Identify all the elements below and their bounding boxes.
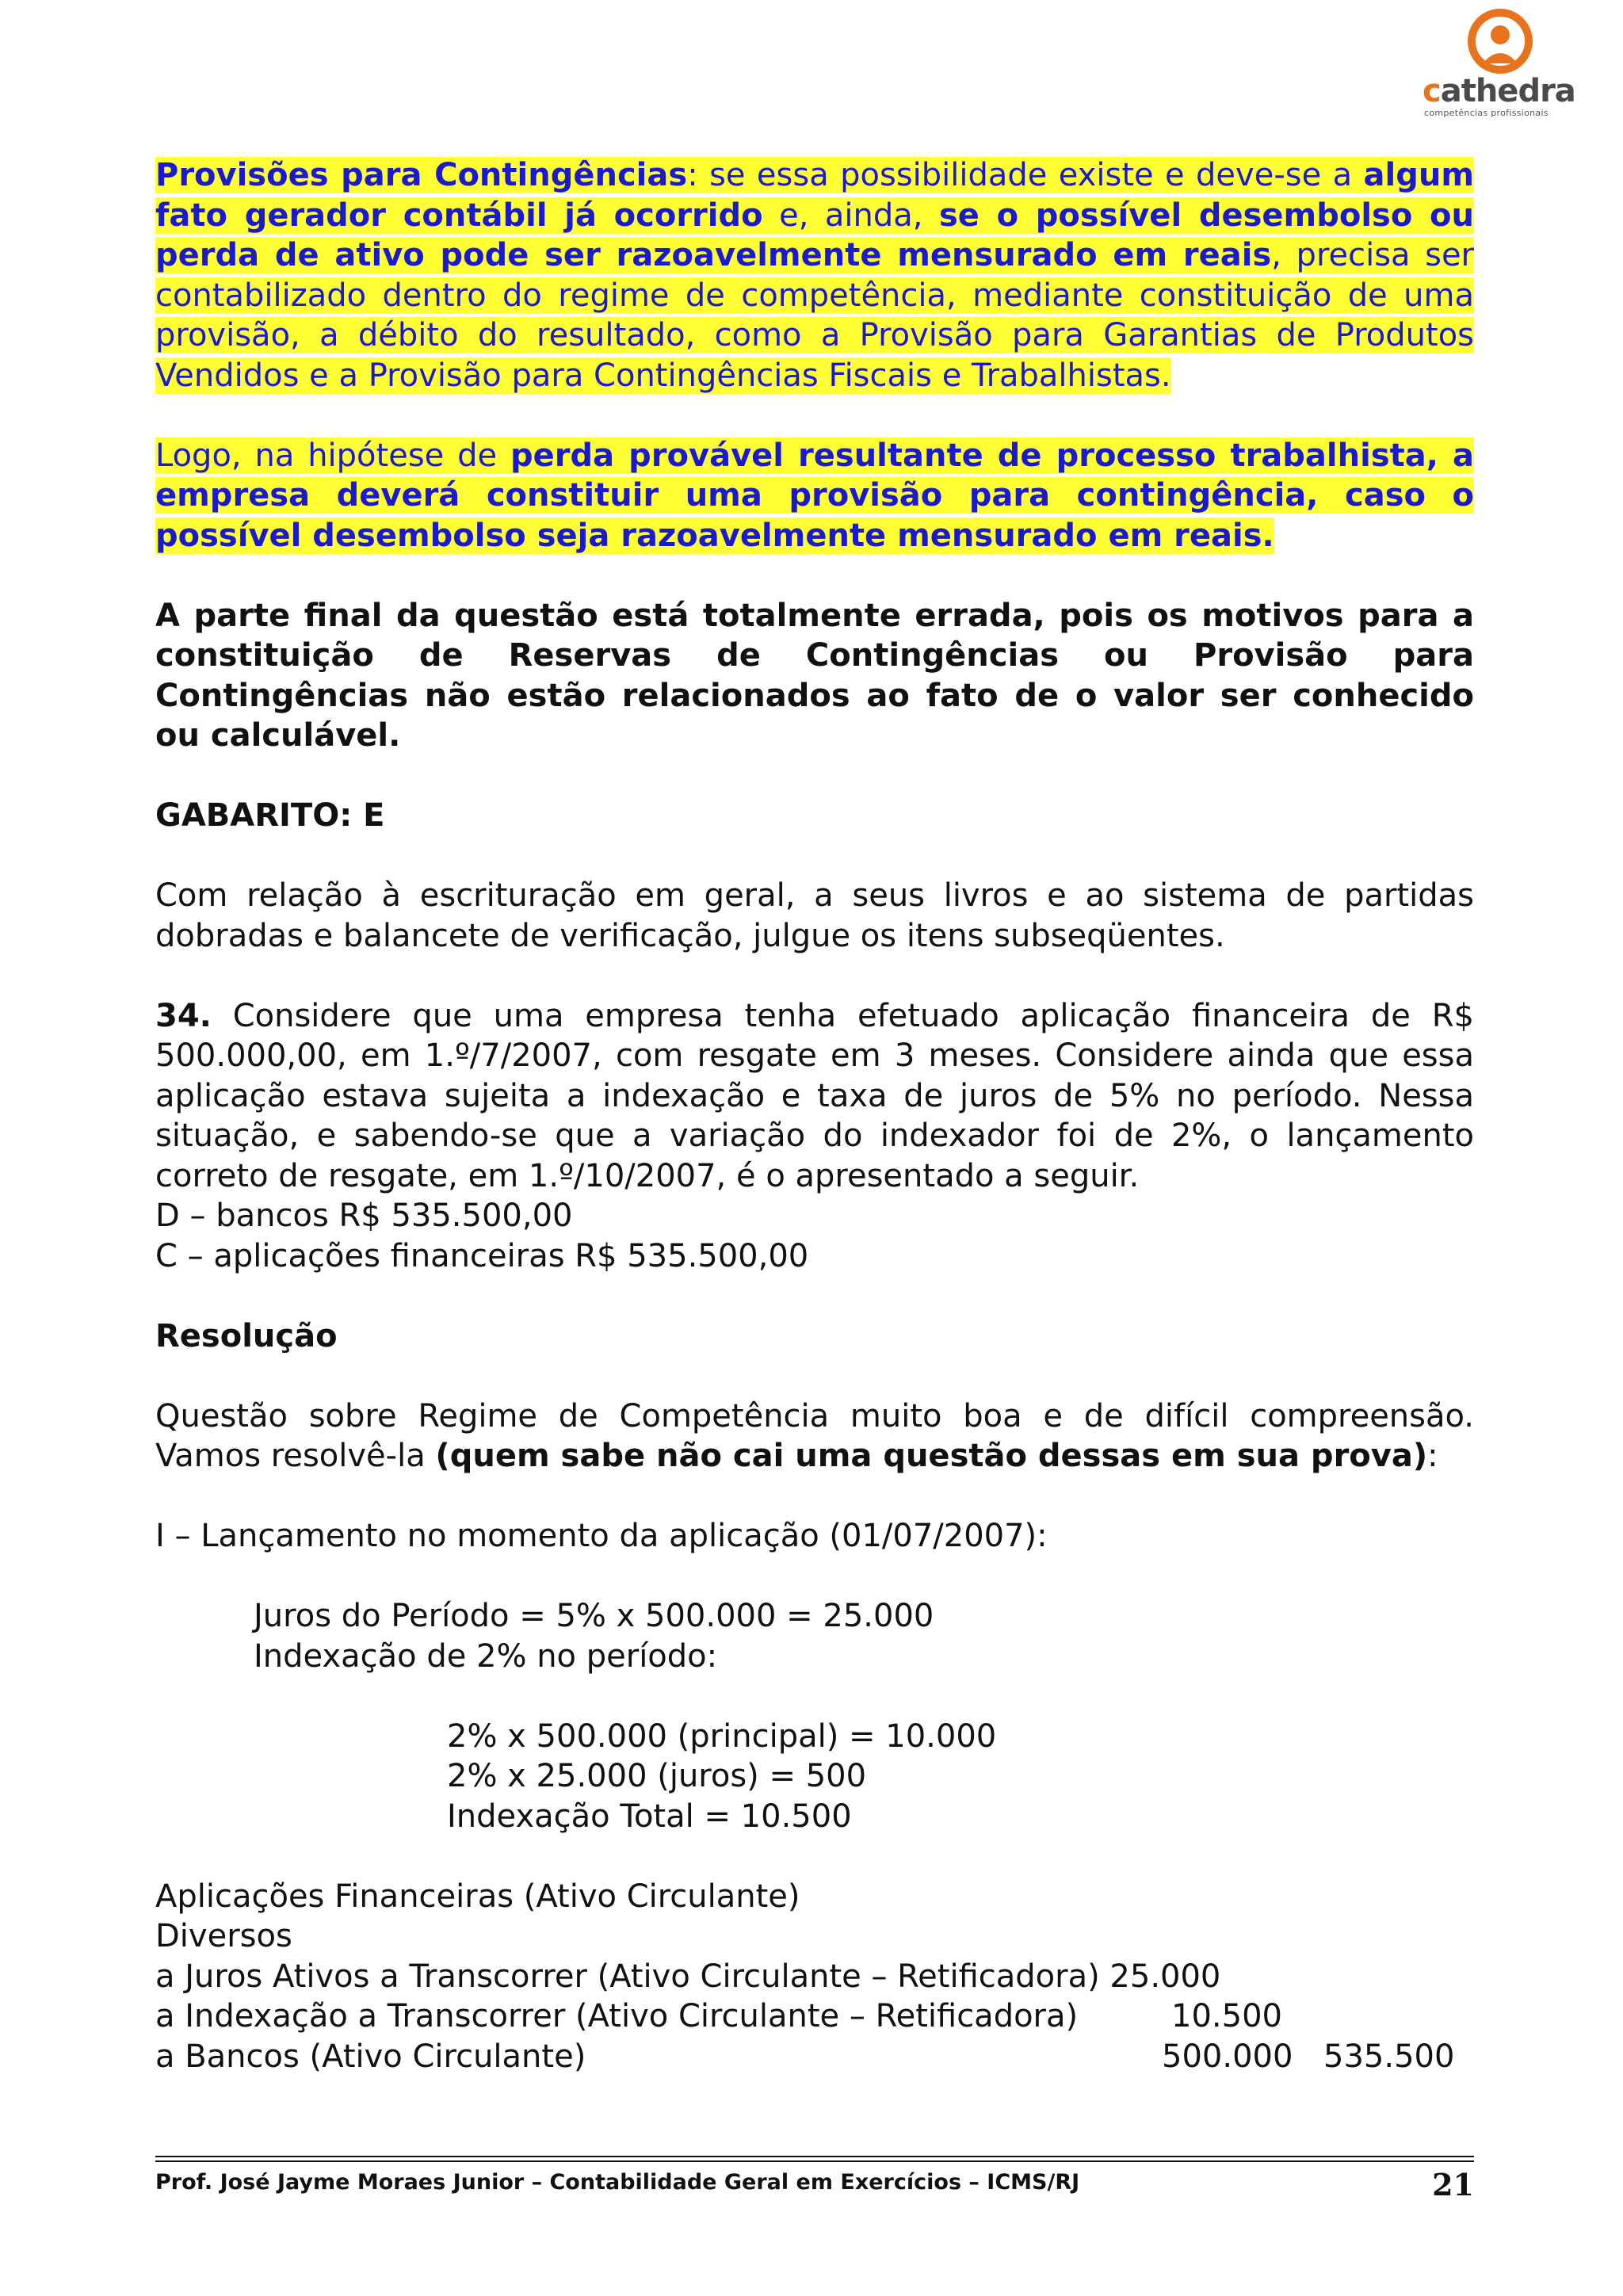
- resolucao-heading: Resolução: [155, 1317, 338, 1354]
- paragraph-escrituracao: Com relação à escrituração em geral, a seus livros e ao sistema de partidas dobradas e balancete de verificação, julgue os itens subseqüentes.: [155, 877, 1474, 954]
- calc-indexacao: Indexação de 2% no período:: [254, 1637, 718, 1675]
- footer-divider: [155, 2156, 1474, 2157]
- step-1-heading: I – Lançamento no momento da aplicação (01/07/2007):: [155, 1518, 1048, 1554]
- question-number: 34.: [155, 997, 212, 1034]
- page-footer: [155, 2156, 1474, 2202]
- entry-credit-indexacao: a Indexação a Transcorrer (Ativo Circulante – Retificadora) 10.500: [155, 1998, 1282, 2034]
- journal-entry: [155, 1877, 1474, 2077]
- cathedra-logo: [1415, 8, 1575, 118]
- calc-juros-index: 2% x 25.000 (juros) = 500: [447, 1758, 867, 1794]
- paragraph-questao-sobre: Questão sobre Regime de Competência muito boa e de difícil compreensão. Vamos resolvê-la (quem sabe não cai uma questão dessas em sua prova):: [155, 1397, 1474, 1474]
- footer-author: Prof. José Jayme Moraes Junior – Contabilidade Geral em Exercícios – ICMS/RJ: [155, 2170, 1080, 2195]
- paragraph-provisoes: Provisões para Contingências: se essa possibilidade existe e deve-se a algum fato gerador contábil já ocorrido e, ainda, se o possível desembolso ou perda de ativo pode ser razoavelmente mensurado em reais, precisa ser contabilizado dentro do regime de competência, mediante constituição de uma provisão, a débito do resultado, como a Provisão para Garantias de Produtos Vendidos e a Provisão para Contingências Fiscais e Trabalhistas.: [155, 157, 1475, 394]
- paragraph-parte-final: A parte final da questão está totalmente errada, pois os motivos para a constituição de Reservas de Contingências ou Provisão para Contingências não estão relacionados ao fato de o valor ser conhecido ou calculável.: [155, 597, 1474, 754]
- calc-juros: Juros do Período = 5% x 500.000 = 25.000: [254, 1598, 934, 1634]
- calc-principal: 2% x 500.000 (principal) = 10.000: [447, 1717, 997, 1755]
- question-34: [155, 996, 1474, 1277]
- cathedra-person-icon: [1467, 8, 1533, 74]
- entry-debit-account: Aplicações Financeiras (Ativo Circulante): [155, 1878, 800, 1915]
- entry-credit: C – aplicações financeiras R$ 535.500,00: [155, 1237, 809, 1274]
- logo-tagline: competências profissionais: [1424, 108, 1549, 118]
- paragraph-logo-hipotese: Logo, na hipótese de perda provável resultante de processo trabalhista, a empresa deverá constituir uma provisão para contingência, caso o possível desembolso seja razoavelmente mensurado em reais.: [155, 437, 1474, 554]
- page-number: 21: [1432, 2167, 1474, 2202]
- entry-credit-bancos: a Bancos (Ativo Circulante) 500.000 535.500: [155, 2038, 1455, 2075]
- calc-total: Indexação Total = 10.500: [447, 1797, 852, 1835]
- question-text: Considere que uma empresa tenha efetuado aplicação financeira de R$ 500.000,00, em 1.º/7/2007, com resgate em 3 meses. Considere ainda que essa aplicação estava sujeita a indexação e taxa de juros de 5% no período. Nessa situação, e sabendo-se que a variação do indexador foi de 2%, o lançamento correto de resgate, em 1.º/10/2007, é o apresentado a seguir.: [155, 997, 1474, 1194]
- entry-debit: D – bancos R$ 535.500,00: [155, 1198, 573, 1234]
- page-content: [155, 155, 1474, 2076]
- entry-credit-juros: a Juros Ativos a Transcorrer (Ativo Circulante – Retificadora) 25.000: [155, 1958, 1221, 1995]
- gabarito: GABARITO: E: [155, 797, 385, 834]
- entry-diversos: Diversos: [155, 1918, 292, 1954]
- logo-wordmark: cathedra: [1423, 73, 1575, 109]
